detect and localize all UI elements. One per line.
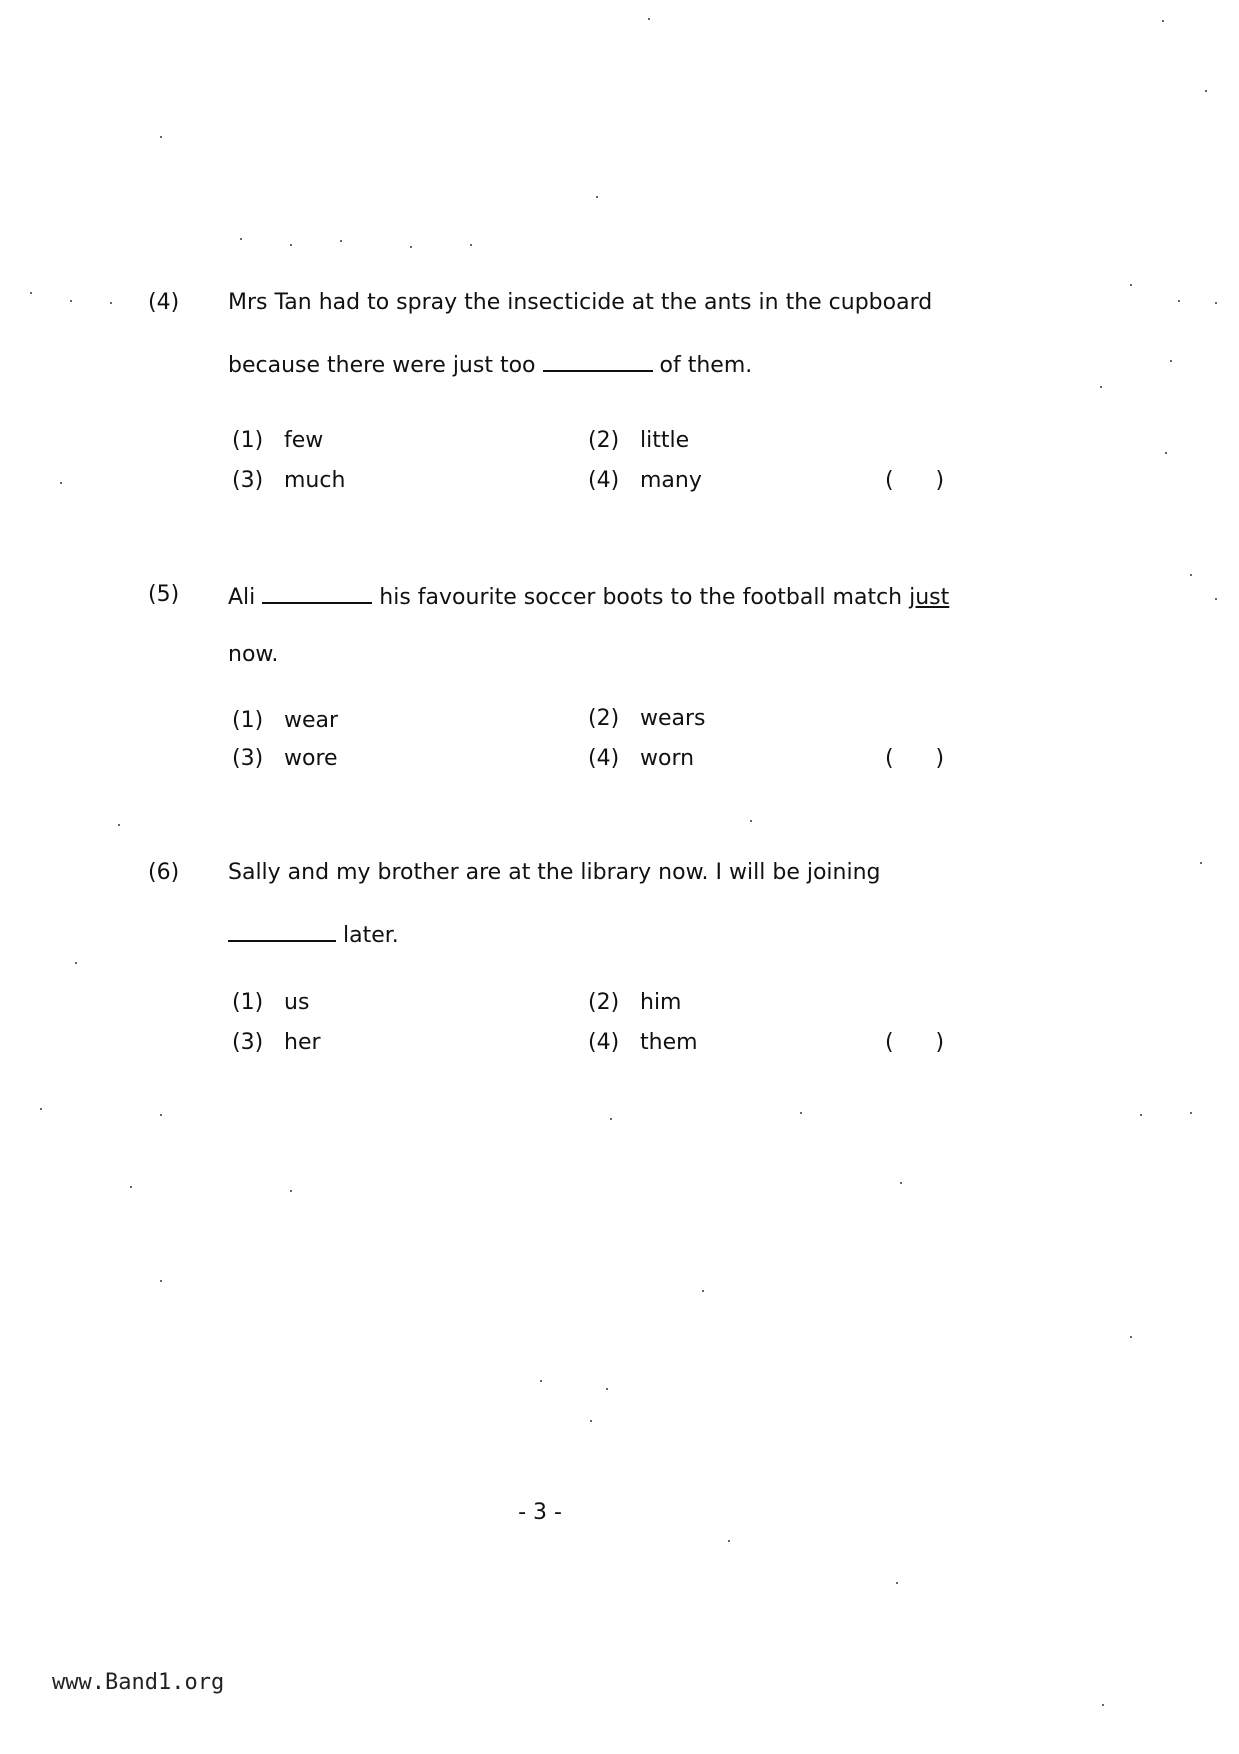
- scan-speck: [1102, 1704, 1104, 1706]
- option-1: [232, 428, 323, 453]
- underlined-word: just: [909, 585, 950, 610]
- scan-speck: [1205, 90, 1207, 92]
- scan-speck: [896, 1582, 898, 1584]
- scan-speck: [1130, 284, 1132, 286]
- option-text: many: [640, 468, 702, 493]
- option-3: [232, 746, 338, 771]
- answer-blank: [543, 350, 653, 372]
- option-3: [232, 1030, 321, 1055]
- scan-speck: [60, 482, 62, 484]
- scan-speck: [40, 1108, 42, 1110]
- scan-speck: [290, 244, 292, 246]
- scan-speck: [750, 820, 752, 822]
- option-number: (1): [232, 708, 264, 733]
- option-text: little: [640, 428, 690, 453]
- option-4: [588, 746, 694, 771]
- scan-speck: [540, 1380, 542, 1382]
- option-text: wore: [284, 746, 338, 771]
- question-text-before-blank: Ali: [228, 585, 256, 610]
- answer-bracket: ( ): [885, 468, 945, 493]
- scan-speck: [606, 1388, 608, 1390]
- scan-speck: [470, 244, 472, 246]
- option-number: (4): [588, 468, 620, 493]
- question-text-after-blank: of them.: [659, 353, 753, 378]
- question-text-line-2: [228, 920, 399, 948]
- option-number: (2): [588, 990, 620, 1015]
- option-text: much: [284, 468, 346, 493]
- scan-speck: [340, 240, 342, 242]
- question-number: (4): [148, 290, 180, 315]
- question-text-line-1: [228, 582, 949, 610]
- scan-speck: [1100, 386, 1102, 388]
- option-3: [232, 468, 345, 493]
- option-number: (3): [232, 1030, 264, 1055]
- scan-speck: [648, 18, 650, 20]
- scan-speck: [596, 196, 598, 198]
- option-number: (1): [232, 990, 264, 1015]
- option-number: (2): [588, 706, 620, 731]
- scan-speck: [900, 1182, 902, 1184]
- option-text: few: [284, 428, 324, 453]
- option-text: us: [284, 990, 310, 1015]
- scan-speck: [800, 1112, 802, 1114]
- option-4: [588, 468, 702, 493]
- option-text: her: [284, 1030, 321, 1055]
- scan-speck: [1130, 1336, 1132, 1338]
- answer-bracket: ( ): [885, 746, 945, 771]
- option-2: [588, 990, 682, 1015]
- scan-speck: [590, 1420, 592, 1422]
- footer-url: www.Band1.org: [52, 1670, 225, 1695]
- scan-speck: [1190, 574, 1192, 576]
- option-2: [588, 706, 706, 731]
- question-text-line-1: Mrs Tan had to spray the insecticide at the ants in the cupboard: [228, 290, 933, 315]
- scan-speck: [160, 1114, 162, 1116]
- option-text: them: [640, 1030, 698, 1055]
- scan-speck: [1140, 1114, 1142, 1116]
- option-number: (3): [232, 468, 264, 493]
- question-text-line-1: Sally and my brother are at the library now. I will be joining: [228, 860, 881, 885]
- page-number: - 3 -: [518, 1500, 562, 1525]
- question-text-after-blank: later.: [343, 923, 399, 948]
- option-1: [232, 990, 309, 1015]
- scan-speck: [110, 302, 112, 304]
- scan-speck: [240, 238, 242, 240]
- option-number: (4): [588, 1030, 620, 1055]
- scan-speck: [728, 1540, 730, 1542]
- scan-speck: [1190, 1112, 1192, 1114]
- option-text: him: [640, 990, 682, 1015]
- scan-speck: [160, 136, 162, 138]
- scan-speck: [1215, 598, 1217, 600]
- question-number: (6): [148, 860, 180, 885]
- scan-speck: [1215, 302, 1217, 304]
- scan-speck: [1200, 862, 1202, 864]
- scan-speck: [70, 300, 72, 302]
- option-2: [588, 428, 689, 453]
- scan-speck: [160, 1280, 162, 1282]
- option-number: (4): [588, 746, 620, 771]
- scan-speck: [1165, 452, 1167, 454]
- question-number: (5): [148, 582, 180, 607]
- scan-speck: [702, 1290, 704, 1292]
- option-number: (3): [232, 746, 264, 771]
- option-text: worn: [640, 746, 695, 771]
- answer-blank: [228, 920, 336, 942]
- option-1: [232, 708, 338, 733]
- question-text-line-2: now.: [228, 642, 279, 667]
- scan-speck: [30, 292, 32, 294]
- scan-speck: [130, 1186, 132, 1188]
- answer-bracket: ( ): [885, 1030, 945, 1055]
- question-text-after-blank: his favourite soccer boots to the football match: [379, 585, 903, 610]
- scan-speck: [610, 1118, 612, 1120]
- option-text: wears: [640, 706, 706, 731]
- option-text: wear: [284, 708, 339, 733]
- scan-speck: [118, 824, 120, 826]
- option-number: (2): [588, 428, 620, 453]
- question-text-line-2: [228, 350, 752, 378]
- option-4: [588, 1030, 698, 1055]
- scan-speck: [75, 962, 77, 964]
- scan-speck: [1178, 300, 1180, 302]
- scan-speck: [290, 1190, 292, 1192]
- answer-blank: [262, 582, 372, 604]
- scan-speck: [1162, 20, 1164, 22]
- option-number: (1): [232, 428, 264, 453]
- scan-speck: [410, 246, 412, 248]
- question-text-before-blank: because there were just too: [228, 353, 536, 378]
- scan-speck: [1170, 360, 1172, 362]
